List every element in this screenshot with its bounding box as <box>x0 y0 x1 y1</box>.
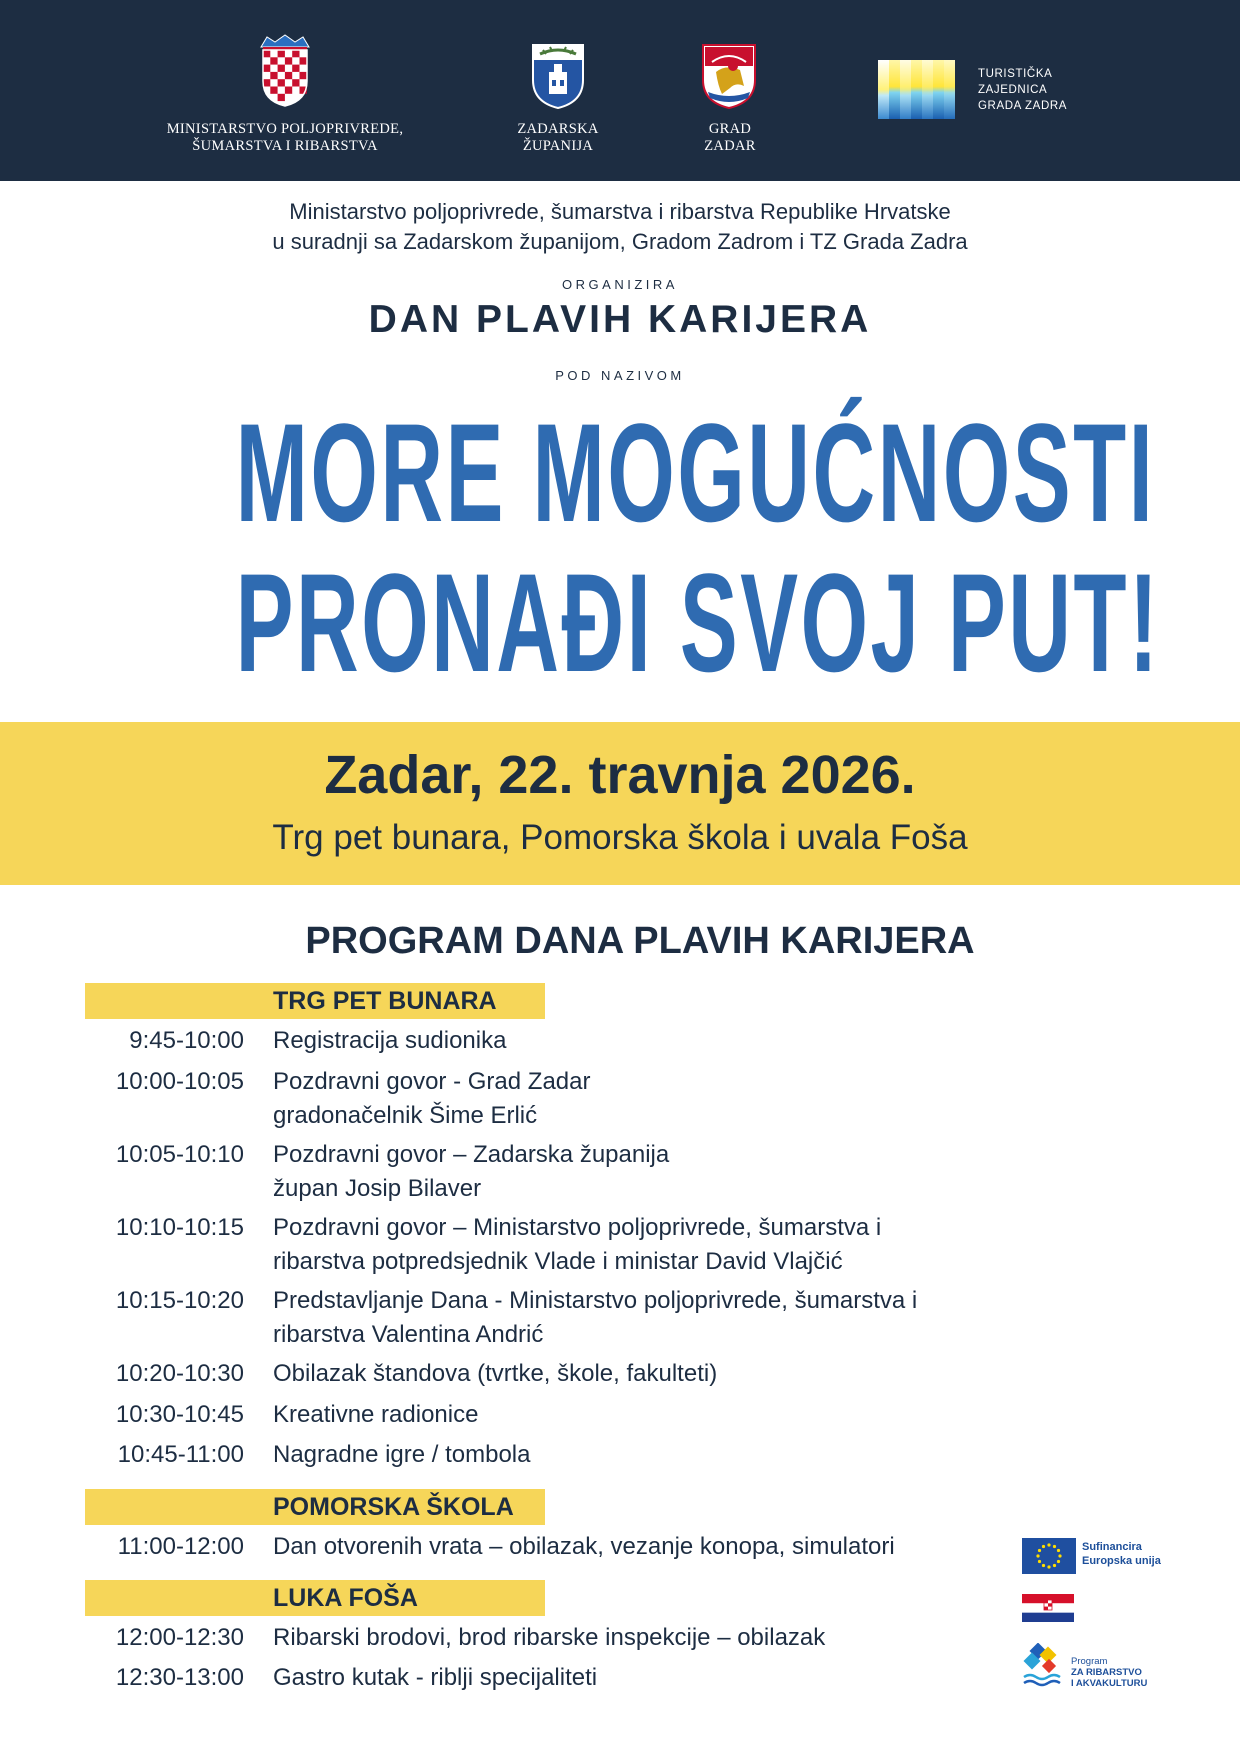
row-desc: ribarstva Valentina Andrić <box>273 1321 544 1348</box>
croatia-flag-icon <box>1022 1594 1074 1622</box>
section-title: TRG PET BUNARA <box>273 987 497 1015</box>
organizes-label: ORGANIZIRA <box>562 277 678 292</box>
section-trg-pet-bunara <box>85 983 545 1019</box>
row-time: 10:00-10:05 <box>115 1068 244 1095</box>
row-desc: župan Josip Bilaver <box>273 1175 482 1202</box>
row-desc: Predstavljanje Dana - Ministarstvo poljoprivrede, šumarstva i <box>273 1287 918 1314</box>
row-time: 10:15-10:20 <box>115 1287 244 1314</box>
section-title: POMORSKA ŠKOLA <box>273 1493 514 1521</box>
row-desc: Ribarski brodovi, brod ribarske inspekcije – obilazak <box>273 1624 826 1651</box>
slogan-line-1: MORE MOGUĆNOSTI <box>235 394 1156 551</box>
row-desc: Kreativne radionice <box>273 1401 479 1428</box>
eu-cofunded-label: Sufinancira Europska unija <box>1082 1541 1161 1567</box>
fisheries-program-logo-icon <box>1022 1643 1068 1689</box>
subtitle-label: POD NAZIVOM <box>555 368 685 383</box>
row-time: 12:00-12:30 <box>115 1624 244 1651</box>
event-venue: Trg pet bunara, Pomorska škola i uvala Foša <box>272 818 968 857</box>
croatia-coat-of-arms-icon <box>255 33 315 108</box>
zadar-county-coat-of-arms-icon <box>530 42 586 110</box>
row-desc: ribarstva potpredsjednik Vlade i ministar David Vlajčić <box>273 1248 843 1275</box>
row-time: 10:10-10:15 <box>115 1214 244 1241</box>
row-time: 11:00-12:00 <box>117 1533 244 1560</box>
row-time: 9:45-10:00 <box>129 1027 244 1054</box>
county-label: ZADARSKA ŽUPANIJA <box>517 121 599 154</box>
section-pomorska-skola <box>85 1489 545 1525</box>
row-time: 10:05-10:10 <box>115 1141 244 1168</box>
section-luka-fosa <box>85 1580 545 1616</box>
eu-flag-icon <box>1022 1538 1076 1574</box>
row-desc: gradonačelnik Šime Erlić <box>273 1102 538 1129</box>
section-title: LUKA FOŠA <box>273 1584 418 1612</box>
ministry-label: MINISTARSTVO POLJOPRIVREDE, ŠUMARSTVA I RIBARSTVA <box>166 121 404 154</box>
row-desc: Pozdravni govor – Ministarstvo poljoprivrede, šumarstva i <box>273 1214 882 1241</box>
row-desc: Obilazak štandova (tvrtke, škole, fakulteti) <box>273 1360 718 1387</box>
row-time: 10:30-10:45 <box>115 1401 244 1428</box>
zadar-city-coat-of-arms-icon <box>700 42 758 110</box>
tourist-board-label: TURISTIČKA ZAJEDNICA GRADA ZADRA <box>978 68 1068 112</box>
intro-line-2: u suradnji sa Zadarskom županijom, Gradom Zadrom i TZ Grada Zadra <box>272 229 968 254</box>
event-name: DAN PLAVIH KARIJERA <box>368 298 872 341</box>
tourist-board-logo-icon <box>878 60 955 119</box>
row-desc: Dan otvorenih vrata – obilazak, vezanje konopa, simulatori <box>273 1533 895 1560</box>
row-desc: Pozdravni govor - Grad Zadar <box>273 1068 591 1095</box>
event-date: Zadar, 22. travnja 2026. <box>324 745 916 805</box>
row-desc: Registracija sudionika <box>273 1027 507 1054</box>
city-label: GRAD ZADAR <box>704 121 756 154</box>
row-time: 10:45-11:00 <box>117 1441 244 1468</box>
fisheries-program-label: Program ZA RIBARSTVO I AKVAKULTURU <box>1071 1656 1148 1689</box>
header-bar <box>0 0 1240 181</box>
row-time: 10:20-10:30 <box>115 1360 244 1387</box>
row-time: 12:30-13:00 <box>115 1664 244 1691</box>
slogan-line-2: PRONAĐI SVOJ PUT! <box>235 544 1161 701</box>
program-title: PROGRAM DANA PLAVIH KARIJERA <box>305 920 975 962</box>
row-desc: Nagradne igre / tombola <box>273 1441 531 1468</box>
row-desc: Pozdravni govor – Zadarska županija <box>273 1141 670 1168</box>
intro-line-1: Ministarstvo poljoprivrede, šumarstva i ribarstva Republike Hrvatske <box>289 199 951 224</box>
row-desc: Gastro kutak - riblji specijaliteti <box>273 1664 598 1691</box>
